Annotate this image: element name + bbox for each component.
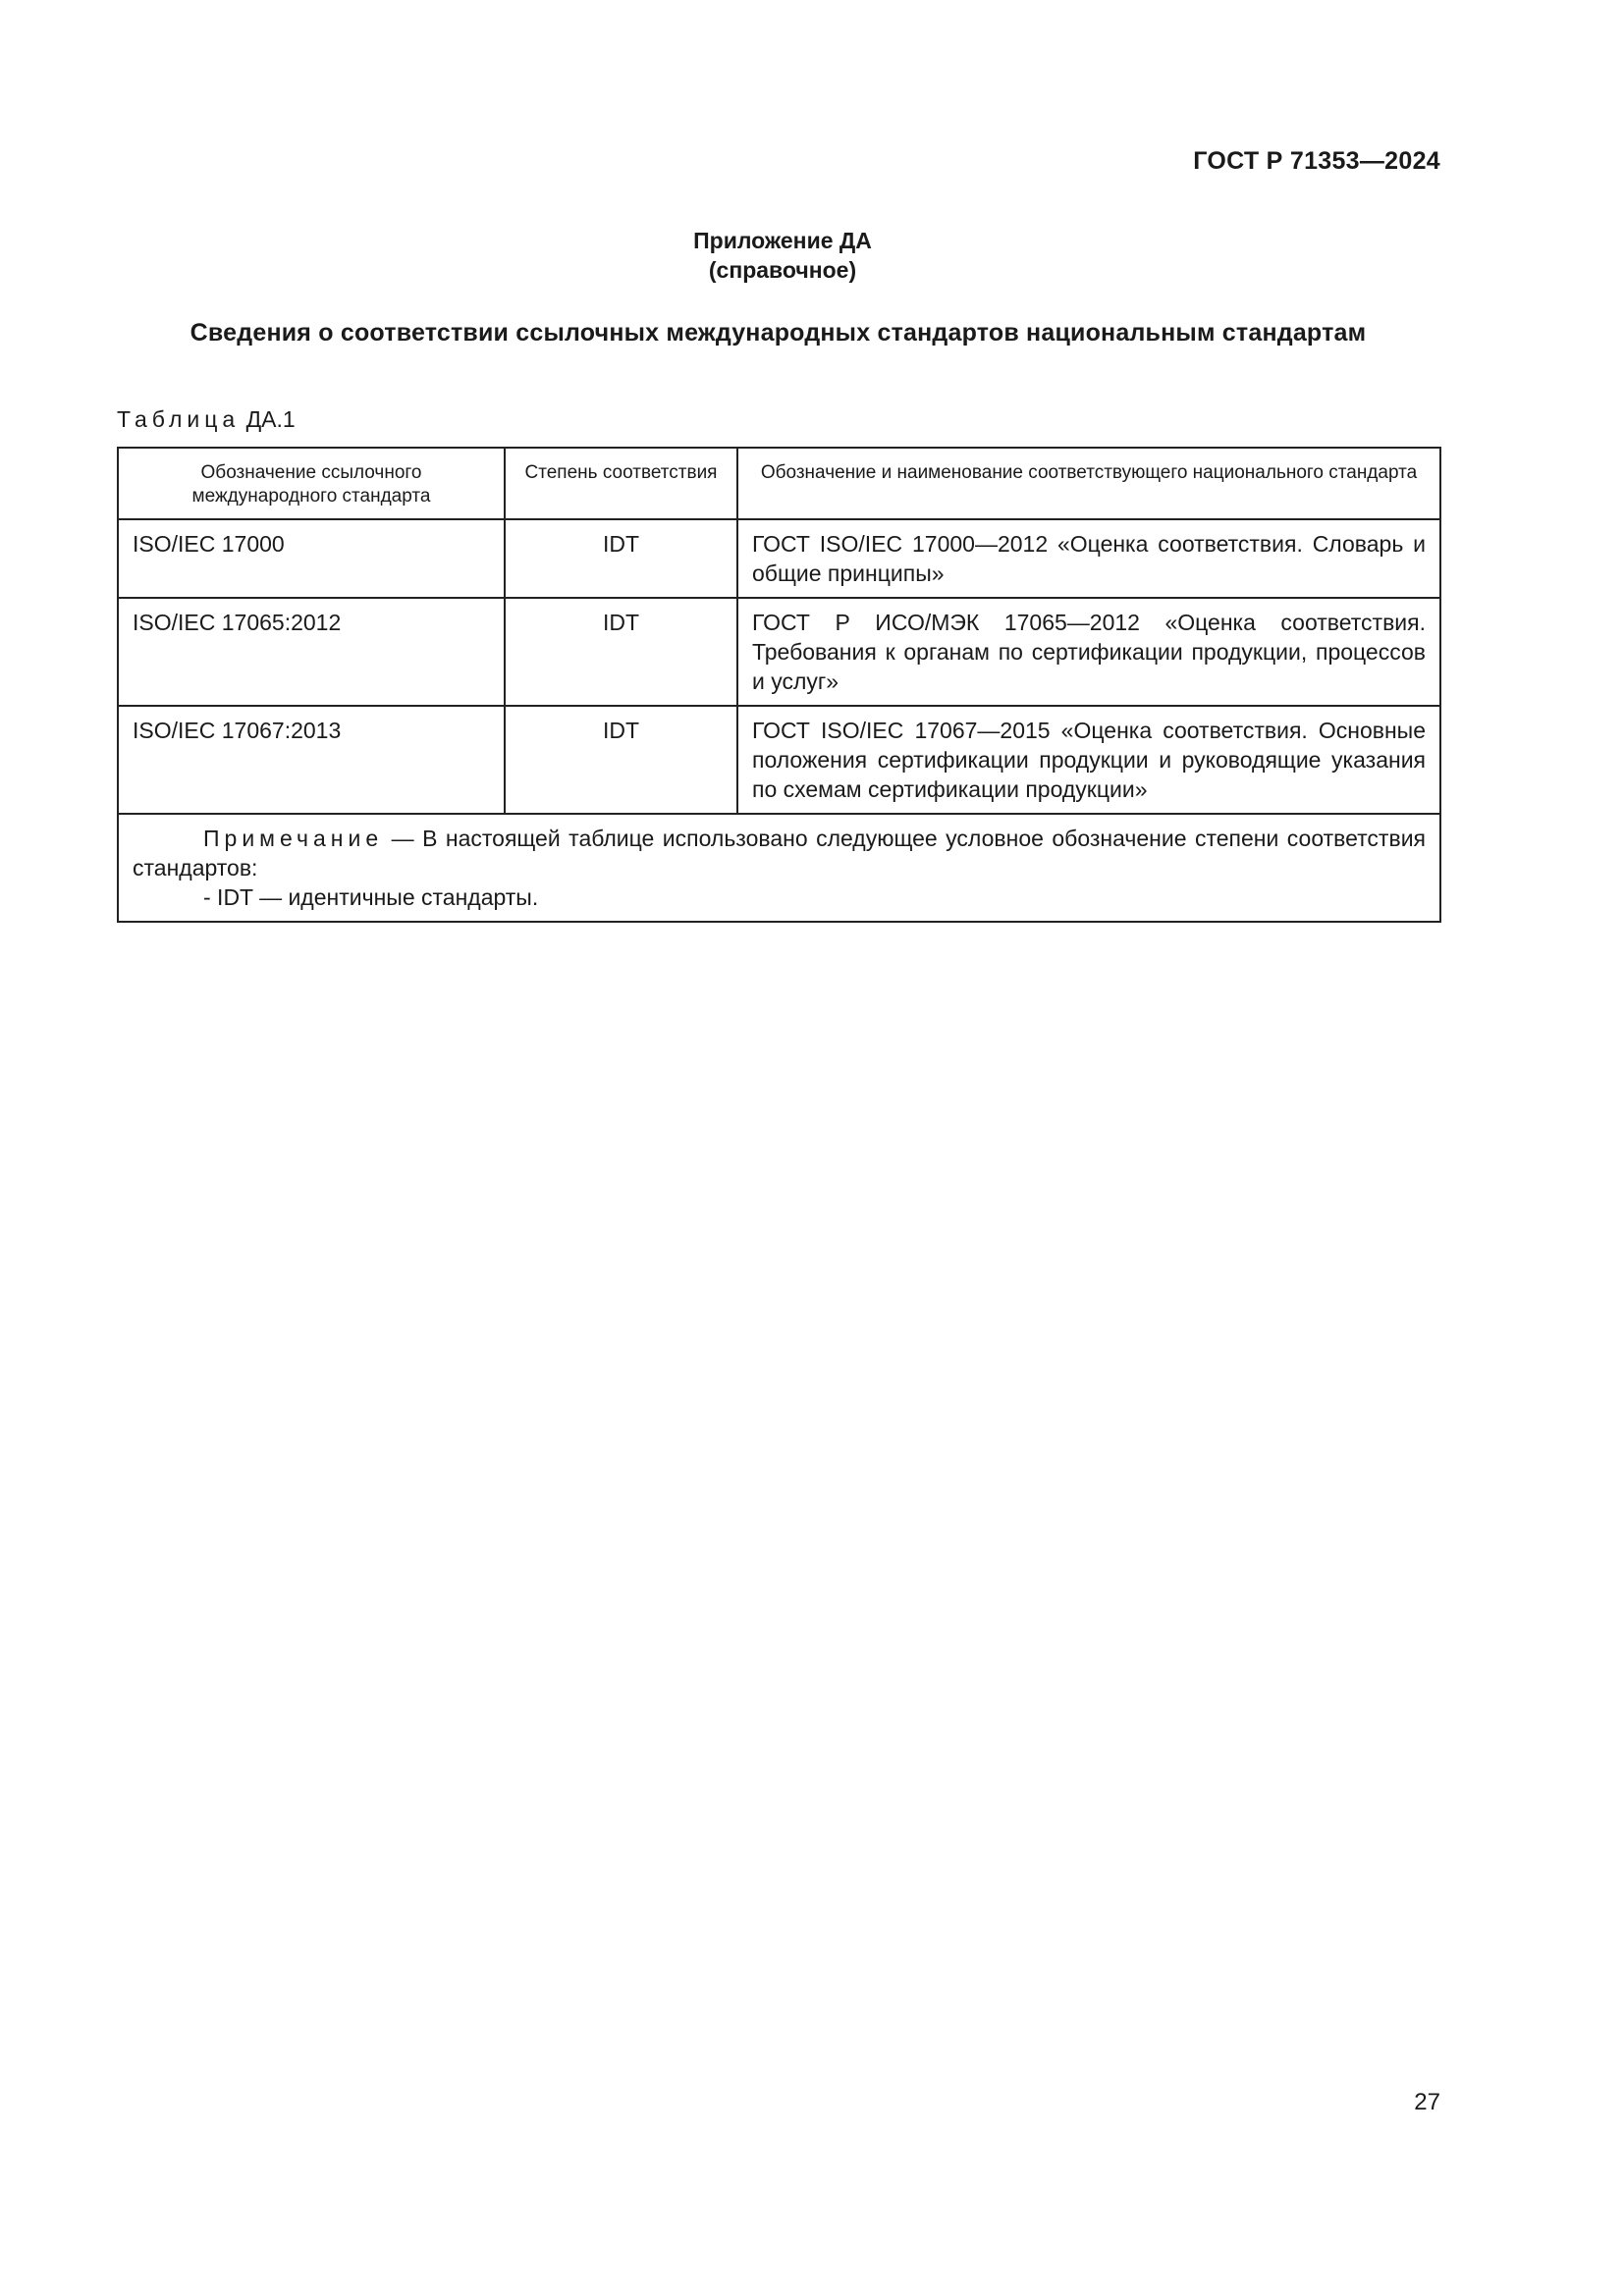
cell-international: ISO/IEC 17067:2013 [118, 706, 505, 814]
annex-subtitle: (справочное) [708, 257, 857, 283]
note-paragraph [133, 824, 1426, 882]
column-header-degree: Степень соответствия [505, 448, 737, 519]
column-header-international: Обозначение ссылочного международного стандарта [118, 448, 505, 519]
table-note-row [118, 814, 1440, 922]
note-label: Примечание [203, 826, 384, 851]
table-row [118, 598, 1440, 706]
annex-heading [0, 226, 1565, 285]
table-caption-label: Таблица [117, 406, 241, 432]
page-number: 27 [1414, 2089, 1440, 2115]
table-row [118, 519, 1440, 598]
annex-title: Приложение ДА [693, 228, 872, 253]
table-caption-number: ДА.1 [245, 406, 296, 432]
note-text: — В настоящей таблице использовано следующее условное обозначение степени соответствия стандартов: [133, 826, 1426, 881]
cell-international: ISO/IEC 17065:2012 [118, 598, 505, 706]
cell-degree: IDT [505, 706, 737, 814]
cell-degree: IDT [505, 519, 737, 598]
document-code: ГОСТ Р 71353—2024 [1193, 147, 1440, 175]
cell-national: ГОСТ ISO/IEC 17067—2015 «Оценка соответствия. Основные положения сертификации продукции и руководящие указания по схемам сертификации продукции» [737, 706, 1440, 814]
cell-national: ГОСТ Р ИСО/МЭК 17065—2012 «Оценка соответствия. Требования к органам по сертификации продукции, процессов и услуг» [737, 598, 1440, 706]
cell-degree: IDT [505, 598, 737, 706]
table-caption [117, 406, 296, 433]
note-item: - IDT — идентичные стандарты. [203, 884, 539, 910]
cell-national: ГОСТ ISO/IEC 17000—2012 «Оценка соответствия. Словарь и общие принципы» [737, 519, 1440, 598]
table-header-row [118, 448, 1440, 519]
section-title: Сведения о соответствии ссылочных международных стандартов национальным стандартам [189, 319, 1367, 347]
table-row [118, 706, 1440, 814]
table-note [118, 814, 1440, 922]
cell-international: ISO/IEC 17000 [118, 519, 505, 598]
column-header-national: Обозначение и наименование соответствующего национального стандарта [737, 448, 1440, 519]
correspondence-table [117, 447, 1441, 923]
